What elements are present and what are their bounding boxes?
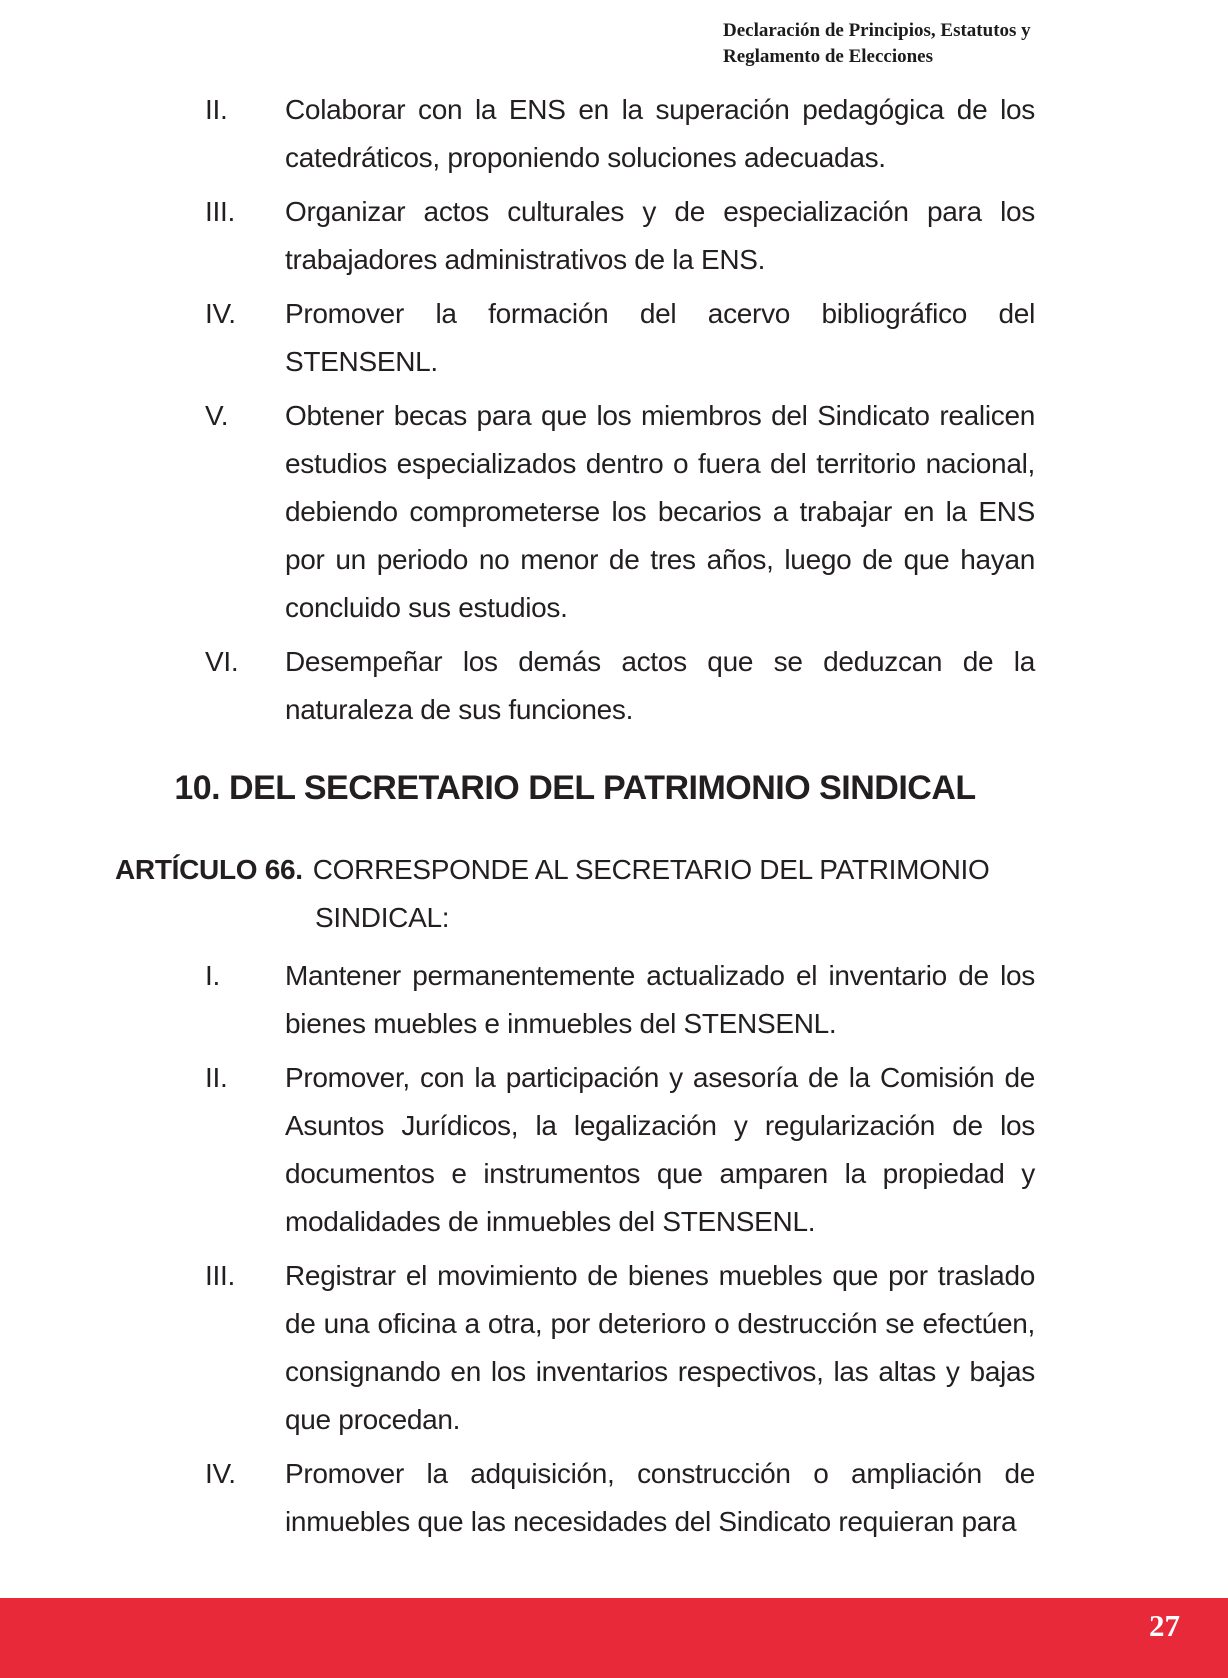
- duties-list-secretario-patrimonio: [115, 952, 1035, 1546]
- list-item: [115, 638, 1035, 734]
- list-item-text: Colaborar con la ENS en la superación pedagógica de los catedráticos, proponiendo soluciones adecuadas.: [285, 94, 1035, 173]
- article-66-label: ARTÍCULO 66.: [115, 854, 303, 885]
- header-line-2: Reglamento de Elecciones: [723, 46, 934, 67]
- list-item-text: Promover la adquisición, construcción o ampliación de inmuebles que las necesidades del Sindicato requieran para: [285, 1458, 1035, 1537]
- list-item-text: Registrar el movimiento de bienes muebles que por traslado de una oficina a otra, por deterioro o destrucción se efectúen, consignando en los inventarios respectivos, las altas y bajas que procedan.: [285, 1260, 1035, 1435]
- list-item-text: Mantener permanentemente actualizado el inventario de los bienes muebles e inmuebles del STENSENL.: [285, 960, 1035, 1039]
- list-item: [115, 86, 1035, 182]
- duties-list-secretary-previous: [115, 86, 1035, 734]
- list-item-numeral: IV.: [205, 1458, 236, 1489]
- list-item-text: Organizar actos culturales y de especialización para los trabajadores administrativos de la ENS.: [285, 196, 1035, 275]
- list-item: [115, 1054, 1035, 1246]
- list-item-numeral: VI.: [205, 646, 239, 677]
- list-item: [115, 1252, 1035, 1444]
- list-item-numeral: II.: [205, 94, 228, 125]
- section-heading: 10. DEL SECRETARIO DEL PATRIMONIO SINDICAL: [174, 769, 976, 807]
- list-item-text: Obtener becas para que los miembros del Sindicato realicen estudios especializados dentro o fuera del territorio nacional, debiendo comprometerse los becarios a trabajar en la ENS por un periodo no menor de tres años, luego de que hayan concluido sus estudios.: [285, 400, 1035, 623]
- list-item: [115, 290, 1035, 386]
- list-item-text: Promover la formación del acervo bibliográfico del STENSENL.: [285, 298, 1035, 377]
- page-number: 27: [1149, 1608, 1180, 1643]
- page-content: [115, 86, 1035, 1552]
- article-66-text-line-2: SINDICAL:: [315, 902, 450, 933]
- list-item: [115, 392, 1035, 632]
- list-item-numeral: V.: [205, 400, 229, 431]
- footer-bar: [0, 1598, 1228, 1678]
- list-item-text: Promover, con la participación y asesoría de la Comisión de Asuntos Jurídicos, la legalización y regularización de los documentos e instrumentos que amparen la propiedad y modalidades de inmuebles del STENSENL.: [285, 1062, 1035, 1237]
- list-item: [115, 1450, 1035, 1546]
- list-item-numeral: IV.: [205, 298, 236, 329]
- article-66: [115, 846, 1035, 942]
- article-66-text-line-1: CORRESPONDE AL SECRETARIO DEL PATRIMONIO: [312, 854, 990, 885]
- list-item-numeral: III.: [205, 1260, 235, 1291]
- list-item-text: Desempeñar los demás actos que se deduzcan de la naturaleza de sus funciones.: [285, 646, 1035, 725]
- header-line-1: Declaración de Principios, Estatutos y: [723, 20, 1031, 41]
- list-item-numeral: III.: [205, 196, 235, 227]
- list-item-numeral: II.: [205, 1062, 228, 1093]
- page-header: [723, 18, 1031, 70]
- list-item: [115, 188, 1035, 284]
- list-item-numeral: I.: [205, 960, 220, 991]
- list-item: [115, 952, 1035, 1048]
